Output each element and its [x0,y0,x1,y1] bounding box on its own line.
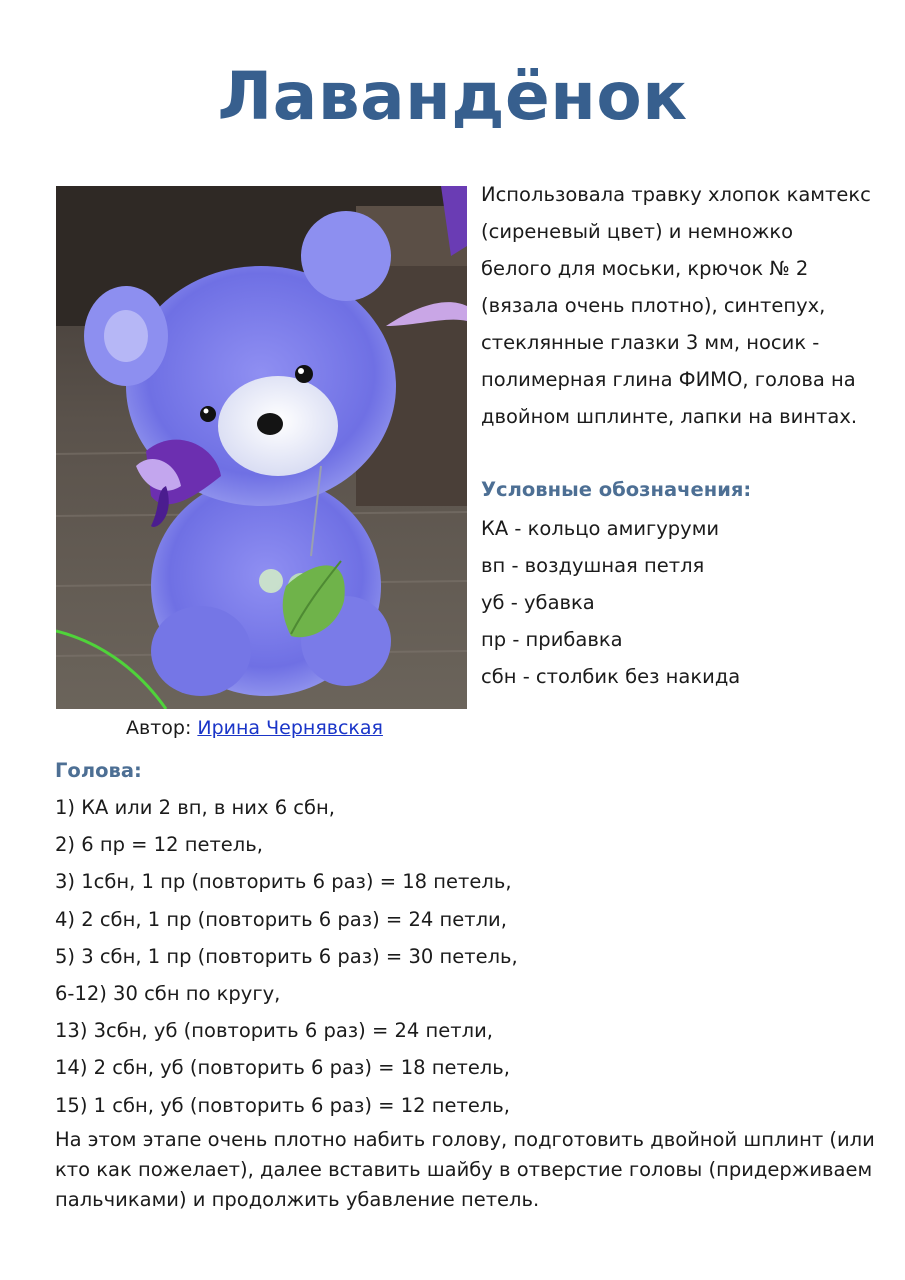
pattern-row: 14) 2 сбн, уб (повторить 6 раз) = 18 петель, [55,1056,510,1080]
legend-item: сбн - столбик без накида [481,665,741,688]
pattern-row: 6-12) 30 сбн по кругу, [55,982,281,1006]
page-title: Лавандёнок [217,58,688,135]
section-heading-head: Голова: [55,759,142,782]
intro-line: (вязала очень плотно), синтепух, [481,294,826,317]
legend-item: КА - кольцо амигуруми [481,517,720,540]
author-link[interactable]: Ирина Чернявская [197,717,383,739]
intro-line: (сиреневый цвет) и немножко [481,220,794,243]
intro-line: белого для моськи, крючок № 2 [481,257,809,280]
pattern-row: 3) 1сбн, 1 пр (повторить 6 раз) = 18 петель, [55,870,512,894]
legend-item: пр - прибавка [481,628,623,651]
pattern-row: 2) 6 пр = 12 петель, [55,833,263,857]
materials-paragraph [481,176,881,435]
caption-prefix: Автор: [126,717,198,739]
intro-line: Использовала травку хлопок камтекс [481,183,871,206]
pattern-row: 1) КА или 2 вп, в них 6 сбн, [55,796,335,819]
note-line: пальчиками) и продолжить убавление петель. [55,1188,540,1211]
intro-line: полимерная глина ФИМО, голова на [481,368,856,391]
stuffing-note [55,1125,875,1215]
intro-line: двойном шплинте, лапки на винтах. [481,405,858,428]
legend-list [481,510,740,695]
photo-caption [126,717,383,739]
pattern-row: 5) 3 сбн, 1 пр (повторить 6 раз) = 30 петель, [55,944,518,968]
legend-heading: Условные обозначения: [481,478,752,501]
note-line: На этом этапе очень плотно набить голову, подготовить двойной шплинт (или [55,1128,875,1151]
pattern-row: 15) 1 сбн, уб (повторить 6 раз) = 12 петель, [55,1093,510,1117]
note-line: кто как пожелает), далее вставить шайбу в отверстие головы (придерживаем [55,1158,873,1181]
legend-item: вп - воздушная петля [481,554,705,577]
pattern-row: 13) 3сбн, уб (повторить 6 раз) = 24 петли, [55,1019,493,1043]
pattern-row: 4) 2 сбн, 1 пр (повторить 6 раз) = 24 петли, [55,907,507,931]
legend-item: уб - убавка [481,591,595,614]
teddy-bear-photo [56,186,467,709]
pattern-rows [55,789,518,1124]
intro-line: стеклянные глазки 3 мм, носик - [481,331,820,354]
